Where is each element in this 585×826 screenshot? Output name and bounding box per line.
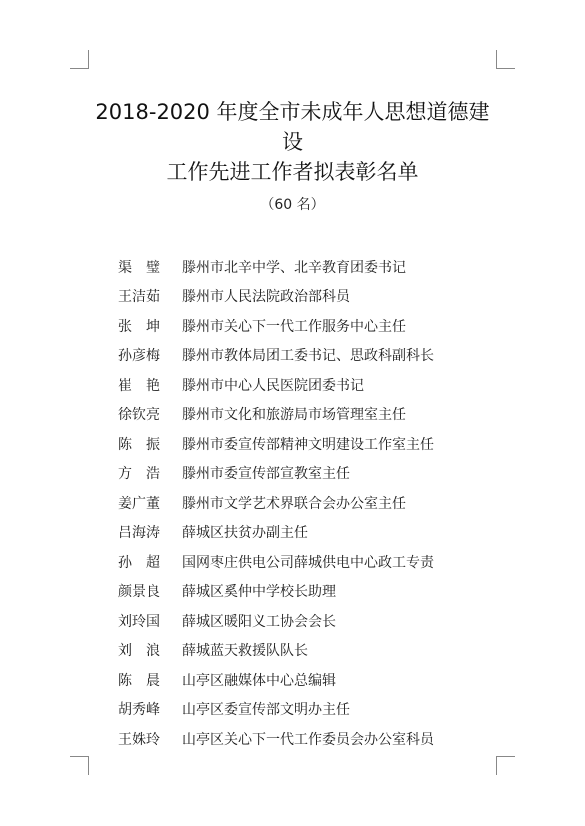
person-name: 陈 振 (118, 436, 160, 453)
person-name: 刘 浪 (118, 643, 160, 660)
recipient-count: （60 名） (260, 197, 325, 213)
list-item (118, 459, 518, 489)
list-item (118, 400, 518, 430)
person-position: 薛城蓝天救援队队长 (182, 643, 308, 660)
person-name: 徐钦亮 (118, 407, 160, 424)
person-name: 孙 超 (118, 554, 160, 571)
person-name: 方 浩 (118, 466, 160, 483)
list-item (118, 695, 518, 725)
page-corner-mark-top-right (496, 50, 515, 69)
person-position: 滕州市委宣传部宣教室主任 (182, 466, 350, 483)
person-name: 胡秀峰 (118, 702, 160, 719)
list-item (118, 577, 518, 607)
page-corner-mark-bottom-left (70, 756, 89, 775)
person-position: 滕州市教体局团工委书记、思政科副科长 (182, 348, 434, 365)
person-name: 渠 璧 (118, 259, 160, 276)
list-item (118, 724, 518, 754)
person-position: 国网枣庄供电公司薛城供电中心政工专责 (182, 554, 434, 571)
list-item (118, 665, 518, 695)
list-item (118, 311, 518, 341)
list-item (118, 341, 518, 371)
list-item (118, 282, 518, 312)
person-name: 颜景良 (118, 584, 160, 601)
person-name: 陈 晨 (118, 672, 160, 689)
document-title-line-1: 2018-2020 年度全市未成年人思想道德建 (95, 100, 490, 124)
person-position: 滕州市文学艺术界联合会办公室主任 (182, 495, 406, 512)
person-name: 崔 艳 (118, 377, 160, 394)
person-position: 薛城区奚仲中学校长助理 (182, 584, 336, 601)
person-name: 王姝玲 (118, 731, 160, 748)
recipient-list (118, 252, 518, 754)
person-name: 王洁茹 (118, 289, 160, 306)
list-item (118, 606, 518, 636)
person-position: 山亭区委宣传部文明办主任 (182, 702, 350, 719)
person-name: 姜广董 (118, 495, 160, 512)
person-position: 滕州市人民法院政治部科员 (182, 289, 350, 306)
person-position: 滕州市委宣传部精神文明建设工作室主任 (182, 436, 434, 453)
list-item (118, 370, 518, 400)
page-corner-mark-top-left (70, 50, 89, 69)
list-item (118, 488, 518, 518)
page-corner-mark-bottom-right (496, 756, 515, 775)
list-item (118, 252, 518, 282)
person-name: 孙彦梅 (118, 348, 160, 365)
person-position: 滕州市文化和旅游局市场管理室主任 (182, 407, 406, 424)
person-position: 薛城区扶贫办副主任 (182, 525, 308, 542)
list-item (118, 636, 518, 666)
person-position: 山亭区关心下一代工作委员会办公室科员 (182, 731, 434, 748)
person-name: 刘玲国 (118, 613, 160, 630)
list-item (118, 518, 518, 548)
person-position: 滕州市关心下一代工作服务中心主任 (182, 318, 406, 335)
list-item (118, 547, 518, 577)
person-name: 吕海涛 (118, 525, 160, 542)
person-position: 山亭区融媒体中心总编辑 (182, 672, 336, 689)
person-position: 薛城区暖阳义工协会会长 (182, 613, 336, 630)
document-title-line-2: 设 (282, 130, 303, 154)
person-name: 张 坤 (118, 318, 160, 335)
document-title-line-3: 工作先进工作者拟表彰名单 (166, 160, 419, 184)
list-item (118, 429, 518, 459)
person-position: 滕州市中心人民医院团委书记 (182, 377, 364, 394)
person-position: 滕州市北辛中学、北辛教育团委书记 (182, 259, 406, 276)
